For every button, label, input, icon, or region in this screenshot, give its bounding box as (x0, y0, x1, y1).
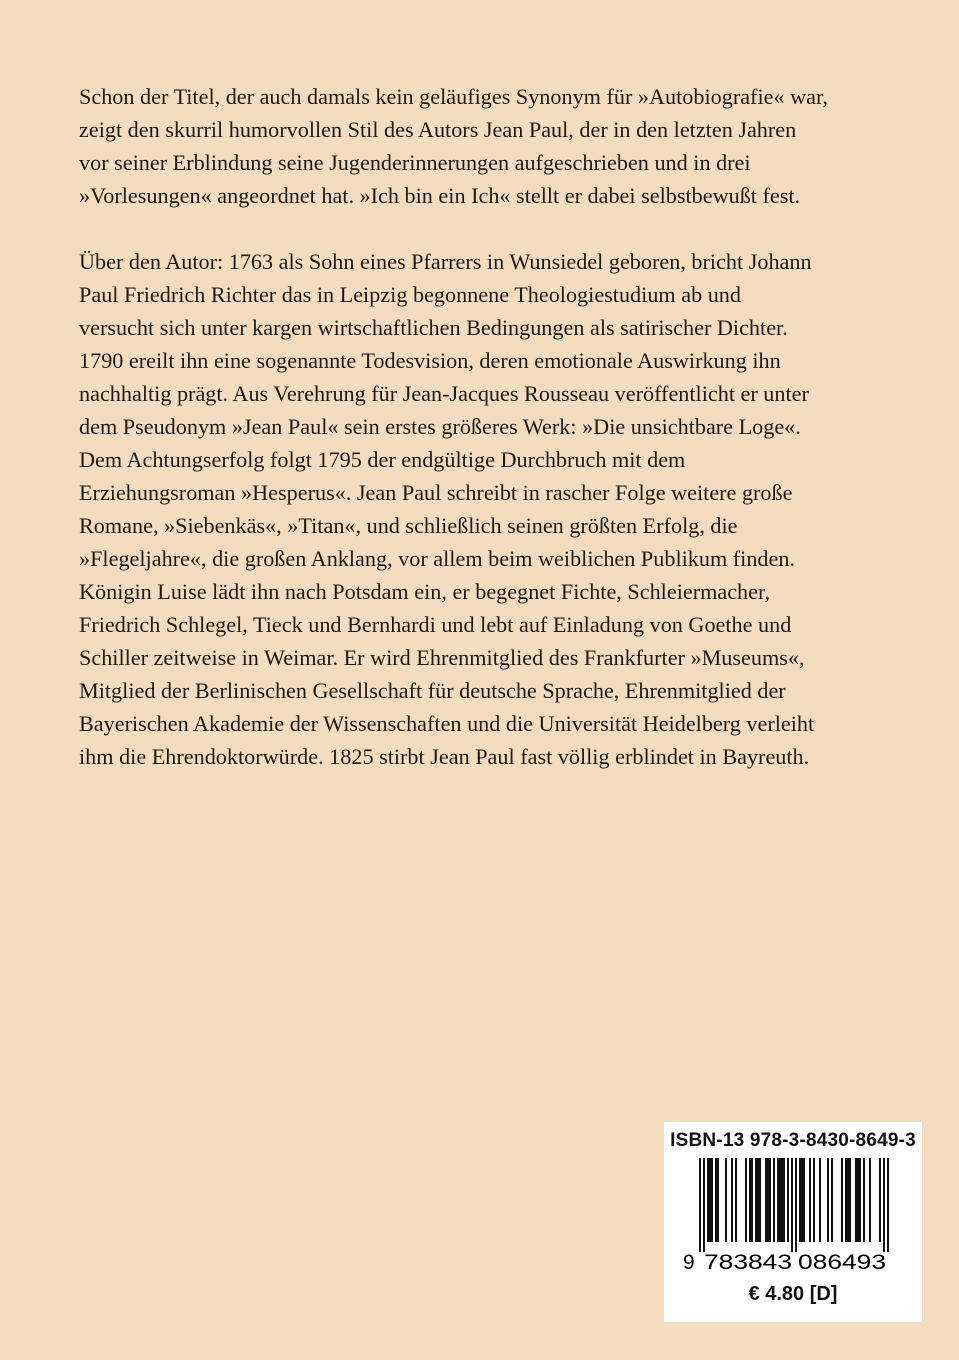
guard-bar (791, 1158, 793, 1252)
text-line: »Flegeljahre«, die großen Anklang, vor allem beim weiblichen Publikum finden. (79, 546, 796, 571)
text-line: dem Pseudonym »Jean Paul« sein erstes größeres Werk: »Die unsichtbare Loge«. (79, 414, 801, 439)
barcode-bar (777, 1158, 779, 1242)
guard-bar (883, 1158, 885, 1252)
barcode-bar (709, 1158, 711, 1242)
text-line: Dem Achtungserfolg folgt 1795 der endgültige Durchbruch mit dem (79, 447, 686, 472)
barcode-bar (717, 1158, 719, 1242)
text-line: Friedrich Schlegel, Tieck und Bernhardi und lebt auf Einladung von Goethe und (79, 612, 792, 637)
text-line: zeigt den skurril humorvollen Stil des Autors Jean Paul, der in den letzten Jahren (79, 117, 797, 142)
barcode-bar (845, 1158, 847, 1242)
author-bio-paragraph (79, 245, 899, 773)
text-line: versucht sich unter kargen wirtschaftlichen Bedingungen als satirischer Dichter. (79, 315, 788, 340)
barcode-bar (857, 1158, 859, 1242)
text-line: Romane, »Siebenkäs«, »Titan«, und schließlich seinen größten Erfolg, die (79, 513, 738, 538)
text-line: vor seiner Erblindung seine Jugenderinnerungen aufgeschrieben und in drei (79, 150, 751, 175)
text-line: Königin Luise lädt ihn nach Potsdam ein, er begegnet Fichte, Schleiermacher, (79, 579, 771, 604)
barcode-bar (711, 1158, 713, 1242)
barcode-bar (767, 1158, 769, 1242)
barcode-bar (783, 1158, 785, 1242)
barcode-bar (869, 1158, 871, 1242)
barcode-bar (803, 1158, 805, 1242)
barcode-bar (759, 1158, 761, 1242)
barcode-bar (757, 1158, 759, 1242)
barcode-bar (725, 1158, 727, 1242)
barcode-bar (735, 1158, 737, 1242)
barcode-bar (781, 1158, 783, 1242)
text-line: Über den Autor: 1763 als Sohn eines Pfarrers in Wunsiedel geboren, bricht Johann (79, 249, 812, 274)
barcode-bar (745, 1158, 747, 1242)
barcode-bar (813, 1158, 815, 1242)
barcode-bar (855, 1158, 857, 1242)
barcode-bar (831, 1158, 833, 1242)
text-line: Schon der Titel, der auch damals kein geläufiges Synonym für »Autobiografie« war, (79, 84, 829, 109)
barcode-bar (773, 1158, 775, 1242)
barcode-first-digit: 9 (683, 1251, 695, 1274)
barcode-bar (751, 1158, 753, 1242)
guard-bar (795, 1158, 797, 1252)
barcode-bar (765, 1158, 767, 1242)
text-line: ihm die Ehrendoktorwürde. 1825 stirbt Jean Paul fast völlig erblindet in Bayreuth. (79, 744, 810, 769)
barcode-bar (819, 1158, 821, 1242)
barcode-bar (859, 1158, 861, 1242)
text-line: Erziehungsroman »Hesperus«. Jean Paul schreibt in rascher Folge weitere große (79, 480, 793, 505)
barcode-bar (847, 1158, 849, 1242)
barcode-bar (731, 1158, 733, 1242)
barcode-bar (863, 1158, 865, 1242)
barcode-bar (787, 1158, 789, 1242)
barcode-box (664, 1122, 922, 1322)
guard-bar (703, 1158, 705, 1252)
barcode-bar (749, 1158, 751, 1242)
text-line: Schiller zeitweise in Weimar. Er wird Ehrenmitglied des Frankfurter »Museums«, (79, 645, 805, 670)
text-line: nachhaltig prägt. Aus Verehrung für Jean-Jacques Rousseau veröffentlicht er unter (79, 381, 809, 406)
barcode-bar (827, 1158, 829, 1242)
price-label: € 4.80 [D] (748, 1283, 838, 1305)
text-line: Paul Friedrich Richter das in Leipzig begonnene Theologiestudium ab und (79, 282, 741, 307)
barcode-bar (809, 1158, 811, 1242)
blurb-paragraph (79, 80, 899, 212)
barcode-bar (779, 1158, 781, 1242)
text-line: Mitglied der Berlinischen Gesellschaft für deutsche Sprache, Ehrenmitglied der (79, 678, 786, 703)
isbn-label: ISBN-13 978-3-8430-8649-3 (670, 1130, 916, 1151)
text-line: Bayerischen Akademie der Wissenschaften und die Universität Heidelberg verleiht (79, 711, 815, 736)
barcode-bar (801, 1158, 803, 1242)
barcode-bar (769, 1158, 771, 1242)
barcode-bar (715, 1158, 717, 1242)
barcode-right-digits: 086493 (798, 1251, 886, 1274)
barcode-bar (879, 1158, 881, 1242)
text-line: »Vorlesungen« angeordnet hat. »Ich bin ein Ich« stellt er dabei selbstbewußt fest. (79, 183, 801, 208)
ean-barcode (682, 1158, 904, 1274)
barcode-bar (755, 1158, 757, 1242)
guard-bar (699, 1158, 701, 1252)
barcode-bar (841, 1158, 843, 1242)
text-line: 1790 ereilt ihn eine sogenannte Todesvision, deren emotionale Auswirkung ihn (79, 348, 781, 373)
guard-bar (887, 1158, 889, 1252)
barcode-bar (799, 1158, 801, 1242)
barcode-left-digits: 783843 (704, 1251, 792, 1274)
barcode-bar (707, 1158, 709, 1242)
barcode-bar (849, 1158, 851, 1242)
